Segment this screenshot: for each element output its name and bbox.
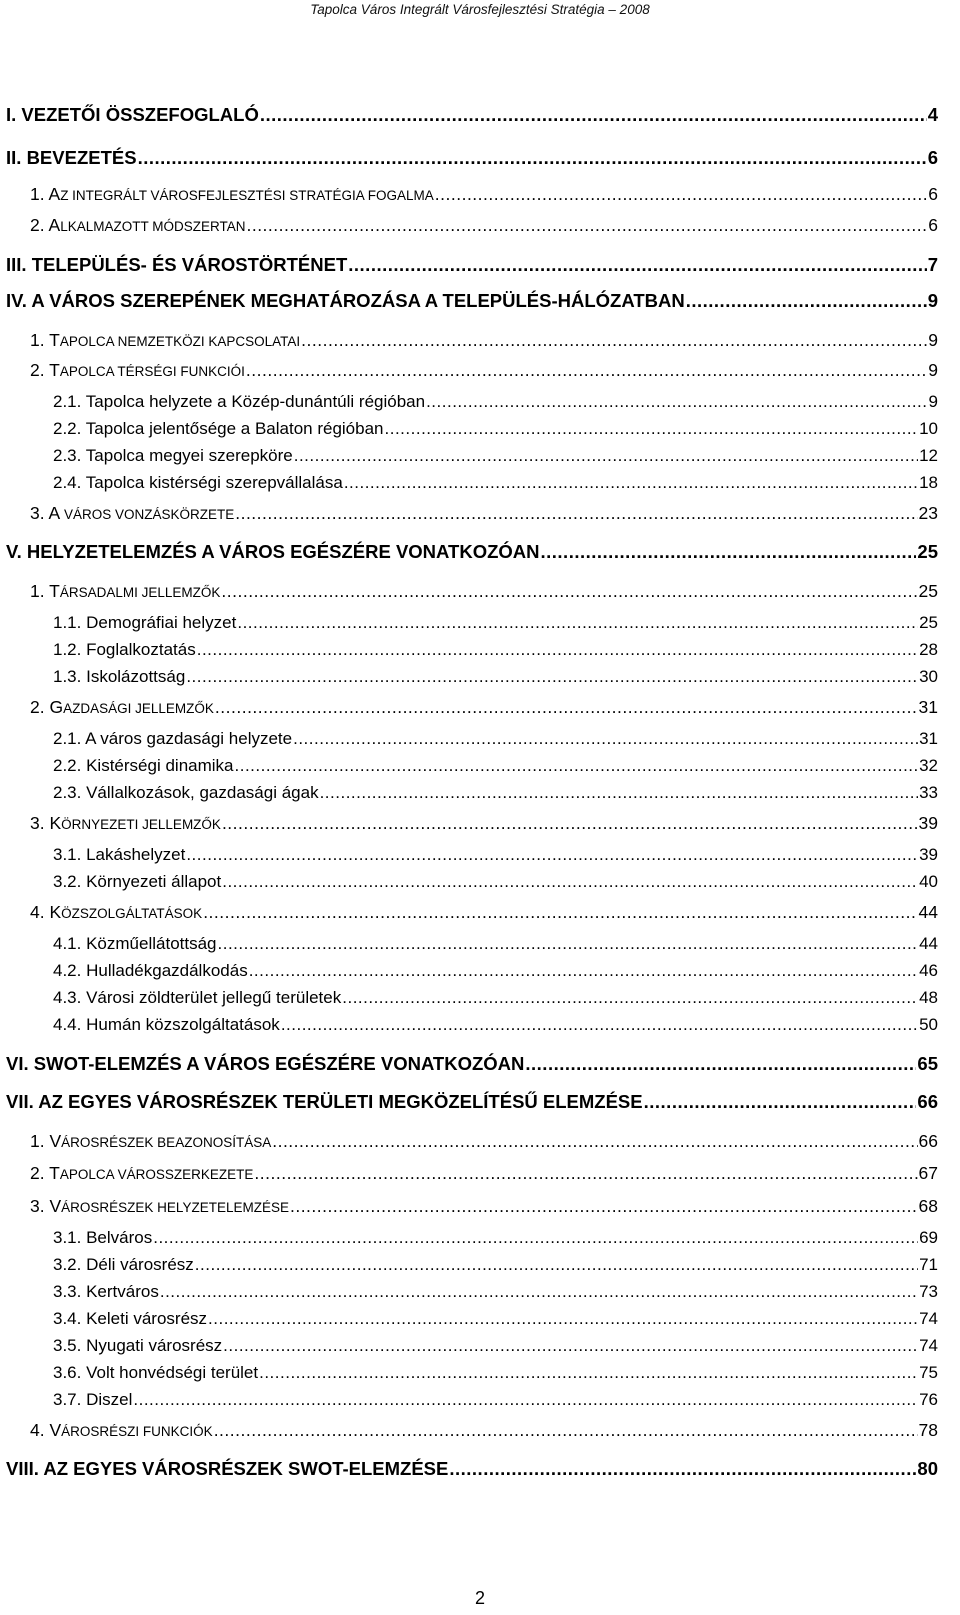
toc-entry-page: 6	[928, 215, 938, 235]
dot-leader	[281, 1015, 918, 1035]
toc-entry-number: 3.6.	[53, 1363, 87, 1382]
toc-entry	[30, 215, 938, 236]
toc-entry-title	[53, 473, 343, 493]
toc-entry-title-text: Volt honvédségi terület	[86, 1363, 259, 1382]
toc-entry-title-text: Városi zöldterület jellegű területek	[86, 988, 342, 1007]
toc-entry-title-text: Tapolca helyzete a Közép-dunántúli régióban	[85, 392, 426, 411]
page-number: 2	[474, 1588, 485, 1608]
toc-entry-title-text: A város gazdasági helyzete	[85, 729, 293, 748]
toc-entry-number: 1.	[30, 1131, 50, 1151]
toc-entry	[30, 503, 938, 524]
toc-entry	[30, 697, 938, 718]
toc-entry-title-initial: A	[48, 503, 61, 523]
dot-leader	[186, 845, 918, 865]
dot-leader	[348, 254, 926, 276]
dot-leader	[197, 640, 918, 660]
dot-leader	[541, 541, 917, 563]
toc-entry-number: 3.1.	[53, 1228, 87, 1247]
toc-entry-title	[30, 215, 245, 236]
toc-entry-title	[6, 1053, 524, 1075]
toc-entry-title-text: Vállalkozások, gazdasági ágak	[86, 783, 319, 802]
toc-entry-title	[53, 667, 185, 687]
toc-entry-page: 67	[918, 1163, 938, 1183]
toc-entry-number: 3.7.	[53, 1390, 87, 1409]
toc-entry-title	[53, 1390, 132, 1410]
toc-entry-number: 1.	[30, 581, 50, 601]
dot-leader	[294, 446, 918, 466]
toc-entry-title-text: Hulladékgazdálkodás	[86, 961, 248, 980]
toc-entry-title-initial: K	[49, 902, 62, 922]
toc-entry	[6, 254, 938, 276]
toc-entry	[53, 473, 938, 493]
toc-entry-number: 2.	[30, 697, 50, 717]
toc-entry	[53, 783, 938, 803]
toc-entry-title-rest: LKALMAZOTT MÓDSZERTAN	[60, 219, 246, 234]
toc-entry-title	[53, 1336, 222, 1356]
toc-entry-page: 6	[927, 147, 938, 168]
toc-entry	[6, 1458, 938, 1480]
toc-entry-title-rest: ÁROSRÉSZEK HELYZETELEMZÉSE	[61, 1200, 289, 1215]
toc-entry-title	[6, 1458, 448, 1480]
toc-entry	[30, 1163, 938, 1184]
toc-entry-page: 7	[927, 254, 938, 275]
toc-entry-number: I.	[6, 104, 22, 125]
toc-entry-title-text: HELYZETELEMZÉS A VÁROS EGÉSZÉRE VONATKOZÓAN	[26, 541, 540, 562]
toc-entry-page: 65	[917, 1053, 938, 1074]
toc-entry-number: 3.	[30, 1196, 50, 1216]
toc-entry-title-text: Kistérségi dinamika	[86, 756, 234, 775]
toc-entry-number: VI.	[6, 1053, 34, 1074]
toc-entry-page: 30	[919, 667, 938, 686]
dot-leader	[133, 1390, 918, 1410]
toc-entry-number: VII.	[6, 1091, 39, 1112]
dot-leader	[153, 1228, 918, 1248]
toc-entry-page: 44	[919, 934, 938, 953]
toc-entry-title-text: Tapolca jelentősége a Balaton régióban	[85, 419, 384, 438]
dot-leader	[246, 215, 927, 236]
toc-entry-title	[53, 419, 384, 439]
dot-leader	[235, 503, 917, 524]
toc-entry	[53, 872, 938, 892]
toc-entry-page: 25	[919, 613, 938, 632]
dot-leader	[218, 934, 919, 954]
toc-entry-title	[30, 1131, 271, 1152]
header-text: Tapolca Város Integrált Városfejlesztési Stratégia – 2008	[310, 2, 650, 17]
toc-entry-page: 28	[919, 640, 938, 659]
dot-leader	[160, 1282, 918, 1302]
toc-entry-number: 4.1.	[53, 934, 87, 953]
toc-entry-number: 1.	[30, 330, 50, 350]
toc-entry-title-text: VEZETŐI ÖSSZEFOGLALÓ	[21, 104, 259, 125]
dot-leader	[525, 1053, 916, 1075]
toc-entry-title	[53, 872, 221, 892]
toc-entry	[53, 667, 938, 687]
toc-entry-page: 39	[919, 845, 938, 864]
toc-entry-title	[53, 640, 196, 660]
toc-entry-title-text: AZ EGYES VÁROSRÉSZEK SWOT-ELEMZÉSE	[43, 1458, 449, 1479]
toc-entry-number: 3.5.	[53, 1336, 87, 1355]
toc-entry-page: 9	[928, 330, 938, 350]
dot-leader	[426, 392, 927, 412]
toc-entry-number: 3.4.	[53, 1309, 87, 1328]
dot-leader	[235, 756, 919, 776]
toc-entry-number: 2.	[30, 1163, 50, 1183]
toc-entry-number: 2.	[30, 215, 49, 235]
toc-entry-page: 68	[918, 1196, 938, 1216]
toc-entry-title	[6, 104, 259, 126]
toc-entry-number: 1.3.	[53, 667, 87, 686]
dot-leader	[385, 419, 919, 439]
dot-leader	[246, 360, 927, 381]
toc-entry-page: 32	[919, 756, 938, 775]
dot-leader	[237, 613, 918, 633]
dot-leader	[254, 1163, 917, 1184]
dot-leader	[344, 473, 918, 493]
toc-entry-title-initial: A	[48, 215, 61, 235]
toc-entry-page: 46	[919, 961, 938, 980]
toc-entry-title	[30, 360, 245, 381]
toc-entry-title-rest: ÖZSZOLGÁLTATÁSOK	[61, 906, 203, 921]
toc-entry-title-text: Demográfiai helyzet	[86, 613, 237, 632]
toc-entry	[53, 988, 938, 1008]
toc-entry-page: 74	[919, 1336, 938, 1355]
dot-leader	[686, 290, 927, 312]
toc-entry	[30, 330, 938, 351]
toc-entry-title	[53, 729, 292, 749]
toc-entry-title-text: Tapolca kistérségi szerepvállalása	[85, 473, 343, 492]
toc-entry	[53, 392, 938, 412]
toc-entry	[53, 1336, 938, 1356]
toc-entry-page: 69	[919, 1228, 938, 1247]
toc-entry	[53, 756, 938, 776]
toc-entry-title-rest: AZDASÁGI JELLEMZŐK	[63, 701, 214, 716]
toc-entry-title	[30, 813, 221, 834]
toc-entry	[53, 1015, 938, 1035]
toc-entry	[53, 613, 938, 633]
toc-entry-number: 3.	[30, 503, 49, 523]
toc-entry-title	[30, 1420, 213, 1441]
toc-entry-title	[30, 503, 234, 524]
toc-entry-number: 2.2.	[53, 419, 86, 438]
toc-entry	[30, 360, 938, 381]
dot-leader	[290, 1196, 918, 1217]
dot-leader	[223, 1336, 918, 1356]
toc-entry-page: 4	[927, 104, 938, 125]
toc-entry-number: 3.3.	[53, 1282, 87, 1301]
toc-entry-title-text: Keleti városrész	[86, 1309, 208, 1328]
toc-entry	[30, 581, 938, 602]
toc-entry-page: 31	[919, 729, 938, 748]
toc-entry-title	[30, 1196, 289, 1217]
toc-entry-number: 2.3.	[53, 783, 87, 802]
toc-entry-page: 12	[919, 446, 938, 465]
toc-entry-title-text: AZ EGYES VÁROSRÉSZEK TERÜLETI MEGKÖZELÍTÉSŰ ELEMZÉSE	[38, 1091, 643, 1112]
toc-entry-title-initial: A	[48, 184, 61, 204]
toc-entry-title-rest: ÁRSADALMI JELLEMZŐK	[59, 585, 221, 600]
toc-entry-number: 1.	[30, 184, 49, 204]
toc-entry-page: 40	[919, 872, 938, 891]
toc-entry-title-text: Tapolca megyei szerepköre	[85, 446, 293, 465]
toc-entry-title-rest: APOLCA VÁROSSZERKEZETE	[59, 1167, 254, 1182]
toc-entry-number: 4.2.	[53, 961, 87, 980]
toc-entry-title-initial: V	[49, 1131, 62, 1151]
toc-entry-page: 50	[919, 1015, 938, 1034]
dot-leader	[222, 872, 918, 892]
toc-entry-number: 2.1.	[53, 729, 86, 748]
dot-leader	[208, 1309, 918, 1329]
toc-entry	[6, 104, 938, 126]
dot-leader	[435, 184, 928, 205]
toc-entry-number: III.	[6, 254, 32, 275]
toc-entry-title-initial: K	[49, 813, 62, 833]
toc-entry	[30, 1131, 938, 1152]
toc-entry-title-text: Kertváros	[86, 1282, 159, 1301]
toc-entry	[53, 1390, 938, 1410]
toc-entry-title-text: Foglalkoztatás	[86, 640, 196, 659]
toc-entry-title-text: SWOT-ELEMZÉS A VÁROS EGÉSZÉRE VONATKOZÓAN	[33, 1053, 525, 1074]
toc-entry-page: 74	[919, 1309, 938, 1328]
toc-entry-page: 6	[928, 184, 938, 204]
toc-entry-title	[53, 783, 319, 803]
toc-entry-number: V.	[6, 541, 27, 562]
toc-entry-title-rest: ÖRNYEZETI JELLEMZŐK	[61, 817, 221, 832]
dot-leader	[293, 729, 918, 749]
toc-entry-number: 4.	[30, 1420, 50, 1440]
dot-leader	[342, 988, 918, 1008]
toc-entry-page: 10	[919, 419, 938, 438]
toc-entry	[30, 1420, 938, 1441]
toc-entry-number: 4.	[30, 902, 50, 922]
dot-leader	[272, 1131, 917, 1152]
dot-leader	[195, 1255, 918, 1275]
toc-entry-title-rest: APOLCA TÉRSÉGI FUNKCIÓI	[59, 364, 245, 379]
toc-entry-page: 9	[928, 360, 938, 380]
toc-entry-page: 66	[918, 1131, 938, 1151]
toc-entry-number: VIII.	[6, 1458, 44, 1479]
toc-entry-number: 1.1.	[53, 613, 87, 632]
toc-entry-title	[30, 902, 202, 923]
toc-entry	[30, 1196, 938, 1217]
toc-entry-page: 73	[919, 1282, 938, 1301]
toc-entry	[53, 446, 938, 466]
dot-leader	[249, 961, 918, 981]
toc-entry-page: 25	[918, 581, 938, 601]
toc-entry	[53, 419, 938, 439]
toc-entry-title	[6, 1091, 643, 1113]
dot-leader	[449, 1458, 916, 1480]
toc-entry	[53, 934, 938, 954]
toc-entry-page: 9	[927, 290, 938, 311]
toc-entry-title-text: Közműellátottság	[86, 934, 217, 953]
toc-entry-title-rest: ÁROSRÉSZEK BEAZONOSÍTÁSA	[61, 1135, 272, 1150]
toc-entry	[53, 1255, 938, 1275]
toc-entry-title-initial: T	[49, 360, 60, 380]
toc-entry-title	[53, 1309, 207, 1329]
toc-entry-title	[6, 541, 540, 563]
toc-entry-title-text: Iskolázottság	[86, 667, 186, 686]
toc-entry-title-text: BEVEZETÉS	[26, 147, 137, 168]
toc-entry-number: 4.3.	[53, 988, 87, 1007]
toc-entry-page: 25	[917, 541, 938, 562]
toc-entry-title	[53, 1228, 152, 1248]
running-header	[0, 0, 960, 20]
toc-entry-page: 80	[917, 1458, 938, 1479]
dot-leader	[644, 1091, 917, 1113]
toc-entry-title-initial: T	[49, 581, 60, 601]
dot-leader	[259, 1363, 918, 1383]
toc-entry-number: 2.2.	[53, 756, 87, 775]
toc-entry-title-text: TELEPÜLÉS- ÉS VÁROSTÖRTÉNET	[31, 254, 348, 275]
toc-entry-page: 33	[919, 783, 938, 802]
toc-entry-title-initial: G	[49, 697, 64, 717]
toc-entry-page: 39	[918, 813, 938, 833]
toc-entry	[6, 147, 938, 169]
dot-leader	[203, 902, 917, 923]
toc-entry-title	[30, 697, 214, 718]
toc-entry-title	[53, 1255, 194, 1275]
toc-entry-page: 76	[919, 1390, 938, 1409]
toc-entry-title	[53, 961, 248, 981]
toc-entry-page: 71	[919, 1255, 938, 1274]
toc-entry-number: II.	[6, 147, 27, 168]
toc-entry-title	[53, 446, 293, 466]
toc-entry-title	[30, 1163, 253, 1184]
toc-entry	[53, 640, 938, 660]
dot-leader	[260, 104, 927, 126]
toc-entry-number: 4.4.	[53, 1015, 87, 1034]
toc-entry-title-rest: VÁROS VONZÁSKÖRZETE	[60, 507, 235, 522]
toc-entry-number: 3.	[30, 813, 50, 833]
toc-entry-title	[53, 756, 234, 776]
dot-leader	[214, 1420, 918, 1441]
toc-entry	[6, 1053, 938, 1075]
toc-entry-page: 31	[918, 697, 938, 717]
toc-entry-title-text: Környezeti állapot	[86, 872, 222, 891]
toc-entry-title-text: Belváros	[86, 1228, 153, 1247]
toc-entry-number: 3.1.	[53, 845, 87, 864]
toc-entry-page: 75	[919, 1363, 938, 1382]
toc-entry-title	[53, 845, 185, 865]
toc-entry	[30, 902, 938, 923]
toc-entry-page: 48	[919, 988, 938, 1007]
toc-entry-page: 44	[918, 902, 938, 922]
dot-leader	[320, 783, 919, 803]
toc-entry	[6, 541, 938, 563]
toc-entry	[53, 1282, 938, 1302]
toc-entry-title-initial: V	[49, 1196, 62, 1216]
toc-entry-title-text: Lakáshelyzet	[86, 845, 186, 864]
toc-entry	[53, 1228, 938, 1248]
toc-entry	[53, 961, 938, 981]
toc-entry-title	[53, 1282, 159, 1302]
toc-entry-title-text: Déli városrész	[86, 1255, 194, 1274]
toc-entry	[6, 1091, 938, 1113]
toc-entry-number: 2.1.	[53, 392, 86, 411]
toc-entry-page: 66	[917, 1091, 938, 1112]
toc-entry-title	[53, 934, 217, 954]
toc-entry-number: 3.2.	[53, 872, 87, 891]
toc-entry-page: 18	[919, 473, 938, 492]
dot-leader	[186, 667, 918, 687]
toc-entry	[6, 290, 938, 312]
toc-entry-title	[30, 581, 220, 602]
toc-entry-page: 23	[918, 503, 938, 523]
toc-entry-title-rest: ÁROSRÉSZI FUNKCIÓK	[61, 1424, 213, 1439]
toc-entry-number: 2.	[30, 360, 50, 380]
dot-leader	[222, 813, 918, 834]
toc-entry-title-initial: T	[49, 330, 60, 350]
dot-leader	[221, 581, 917, 602]
toc-entry-page: 78	[918, 1420, 938, 1440]
toc-entry-title-text: A VÁROS SZEREPÉNEK MEGHATÁROZÁSA A TELEPÜLÉS-HÁLÓZATBAN	[31, 290, 685, 311]
toc-entry	[53, 1309, 938, 1329]
toc-entry-title	[53, 1015, 280, 1035]
toc-entry-title-text: Diszel	[86, 1390, 133, 1409]
toc-entry-title-initial: T	[49, 1163, 60, 1183]
toc-entry-title	[6, 147, 137, 169]
toc-entry-title-rest: APOLCA NEMZETKÖZI KAPCSOLATAI	[59, 334, 301, 349]
toc-entry-title-initial: V	[49, 1420, 62, 1440]
toc-entry-title-rest: Z INTEGRÁLT VÁROSFEJLESZTÉSI STRATÉGIA FOGALMA	[60, 188, 434, 203]
toc-entry-title	[30, 330, 300, 351]
toc-entry-title	[53, 392, 425, 412]
toc-entry-title-text: Humán közszolgáltatások	[86, 1015, 280, 1034]
toc-entry	[53, 845, 938, 865]
toc-entry-number: 3.2.	[53, 1255, 87, 1274]
toc-entry-number: 2.3.	[53, 446, 86, 465]
toc-entry	[30, 813, 938, 834]
dot-leader	[301, 330, 927, 351]
toc-entry	[30, 184, 938, 205]
dot-leader	[138, 147, 927, 169]
toc-entry-title	[53, 1363, 258, 1383]
toc-entry-page: 9	[928, 392, 938, 411]
toc-entry	[53, 729, 938, 749]
toc-entry-title-text: Nyugati városrész	[86, 1336, 223, 1355]
toc-entry	[53, 1363, 938, 1383]
toc-entry-title	[30, 184, 434, 205]
toc-entry-number: 2.4.	[53, 473, 86, 492]
toc-entry-title	[6, 254, 347, 276]
toc-entry-title	[53, 988, 341, 1008]
toc-entry-title	[53, 613, 236, 633]
toc-entry-number: 1.2.	[53, 640, 87, 659]
dot-leader	[215, 697, 918, 718]
toc-entry-number: IV.	[6, 290, 32, 311]
toc-entry-title	[6, 290, 685, 312]
